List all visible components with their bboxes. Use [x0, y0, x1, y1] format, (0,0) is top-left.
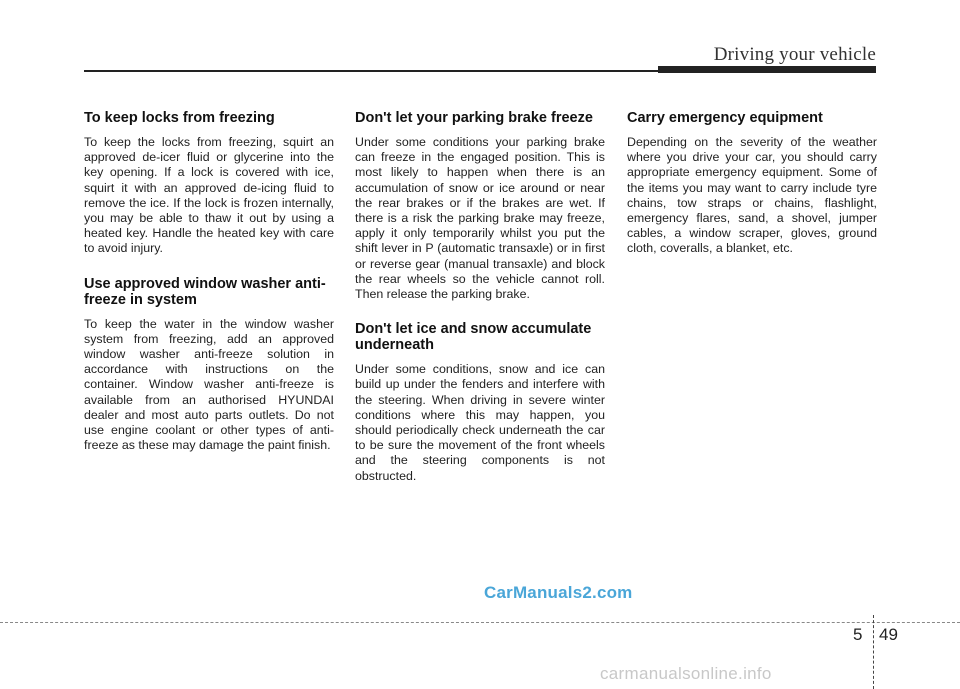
column-1	[84, 110, 334, 472]
body-ice-snow: Under some conditions, snow and ice can build up under the fenders and interfere with the steering. When driving in severe winter conditions where this may happen, you should periodically check underneath the car to be sure the movement of the front wheels and the steering components is not obstructed.	[355, 362, 605, 483]
watermark-logo[interactable]: CarManuals2.com	[484, 583, 633, 602]
column-2	[355, 110, 605, 503]
body-emergency-equipment: Depending on the severity of the weather where you drive your car, you should carry appropriate emergency equipment. Some of the items you may want to carry include tyre chains, tow straps or chains, flashlight, emergency flares, sand, a shovel, jumper cables, a window scraper, gloves, ground cloth, coveralls, a blanket, etc.	[627, 135, 877, 256]
heading-emergency-equipment: Carry emergency equipment	[627, 110, 823, 126]
heading-parking-brake: Don't let your parking brake freeze	[355, 110, 593, 126]
footer-divider	[0, 622, 960, 623]
header-rule-thick	[658, 66, 876, 73]
header-rule-thin	[84, 70, 664, 72]
page-number: 49	[879, 625, 898, 644]
body-parking-brake: Under some conditions your parking brake can freeze in the engaged position. This is most likely to happen when there is an accumulation of snow or ice around or near the rear brakes or if the brakes are wet. If there is a risk the parking brake may freeze, apply it only temporarily whilst you put the shift lever in P (automatic transaxle) or in first or reverse gear (manual transaxle) and block the rear wheels so the vehicle cannot roll. Then release the parking brake.	[355, 135, 605, 302]
heading-locks-freezing: To keep locks from freezing	[84, 110, 275, 126]
page-number-separator	[873, 615, 874, 689]
chapter-number: 5	[853, 625, 863, 644]
column-3	[627, 110, 877, 276]
heading-washer-antifreeze: Use approved window washer anti-freeze in system	[84, 275, 326, 308]
heading-ice-snow: Don't let ice and snow accumulate underneath	[355, 321, 592, 354]
bottom-watermark: carmanualsonline.info	[600, 664, 772, 683]
body-locks-freezing: To keep the locks from freezing, squirt an approved de-icer fluid or glycerine into the key opening. If a lock is covered with ice, squirt it with an approved de-icing fluid to remove the ice. If the lock is frozen internally, you may be able to thaw it out by using a heated key. Handle the heated key with care to avoid injury.	[84, 135, 334, 256]
section-title: Driving your vehicle	[713, 44, 876, 65]
body-washer-antifreeze: To keep the water in the window washer system from freezing, add an approved window washer anti-freeze solution in accordance with instructions on the container. Window washer anti-freeze is available from an authorised HYUNDAI dealer and most auto parts outlets. Do not use engine coolant or other types of anti-freeze as these may damage the paint finish.	[84, 316, 334, 453]
